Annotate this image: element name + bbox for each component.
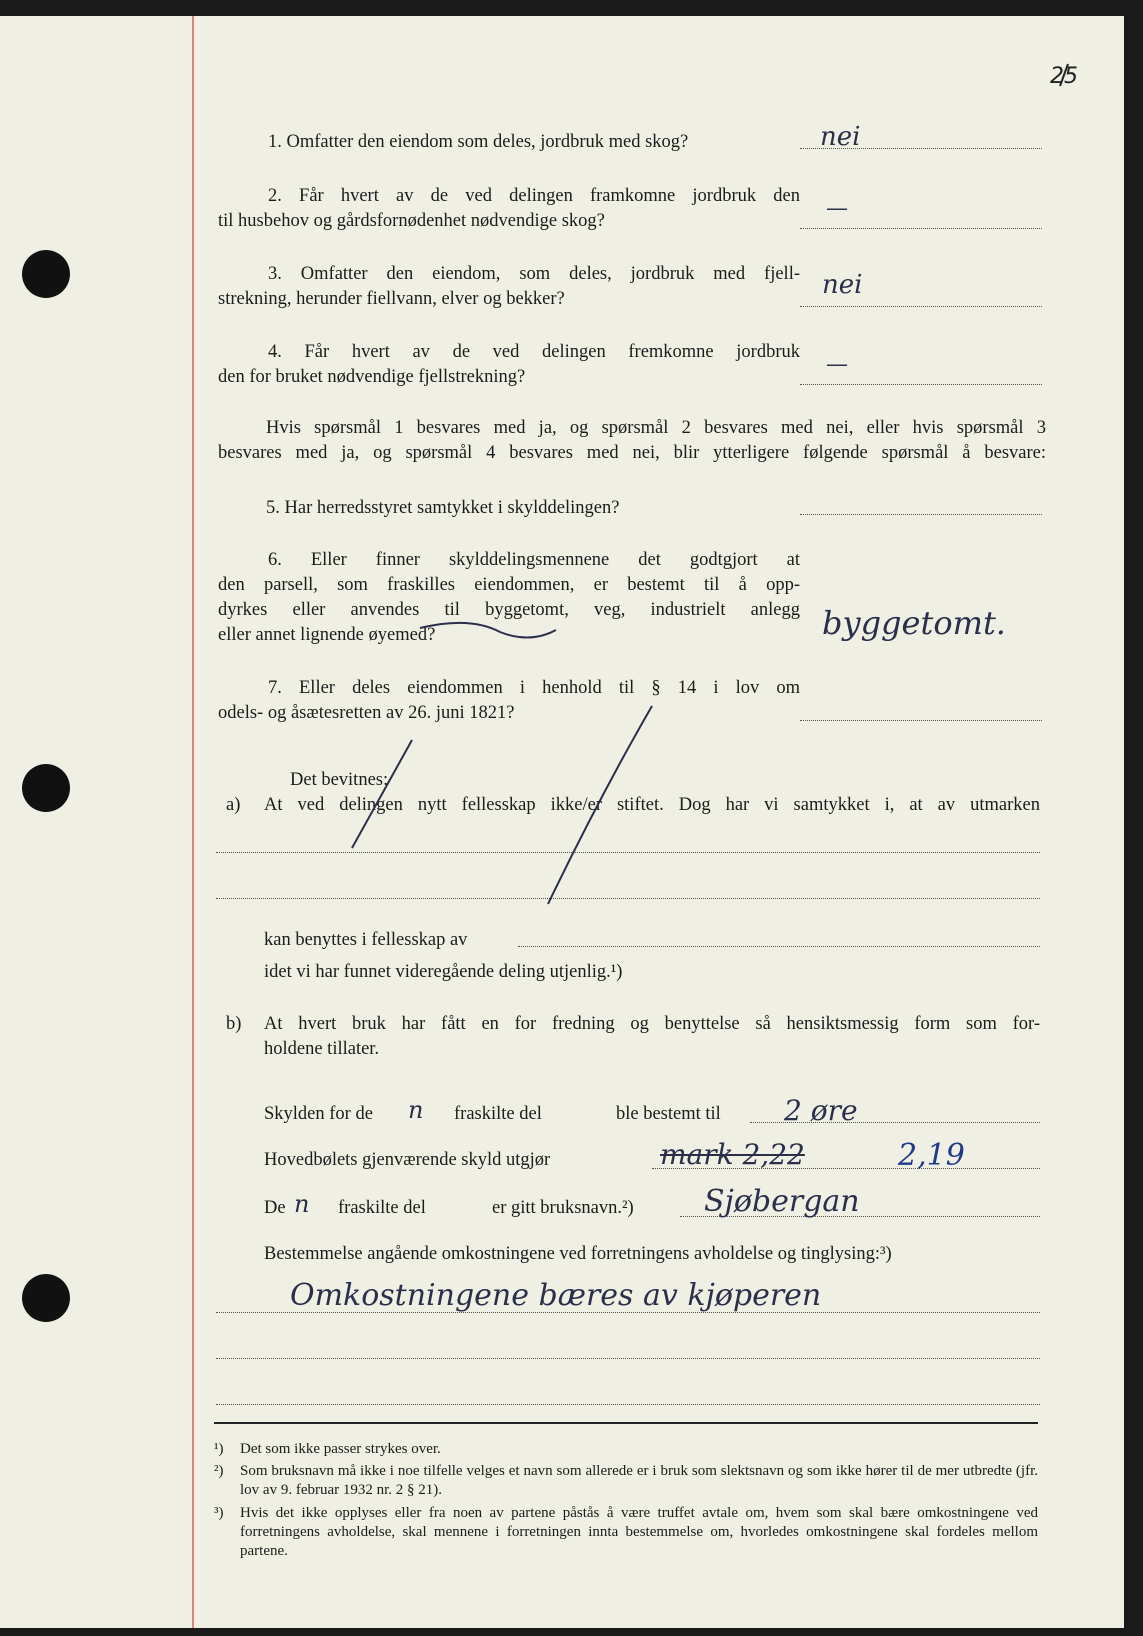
skyld-label-1c: ble bestemt til (616, 1104, 721, 1124)
skyld-hw-n: n (408, 1096, 424, 1124)
attest-b-label: b) (226, 1014, 242, 1034)
skyld-label-1: Skylden for de (264, 1104, 373, 1124)
instruction-line-2: besvares med ja, og spørsmål 4 besvares med nei, blir ytterligere følgende spørsmål å besvare: (218, 443, 1046, 463)
attest-a-label: a) (226, 795, 241, 815)
bruksnavn-hw-n: n (294, 1190, 310, 1218)
question-6-line-4: eller annet lignende øyemed? (218, 625, 436, 645)
bruksnavn-label-1: De (264, 1198, 286, 1218)
question-6-line-3: dyrkes eller anvendes til byggetomt, veg, industrielt anlegg (218, 600, 800, 620)
answer-4: — (826, 352, 848, 377)
question-6: 6. Eller finner skylddelingsmennene det godtgjort at (268, 550, 800, 570)
kan-benyttes: kan benyttes i fellesskap av (264, 930, 468, 950)
bruksnavn-label-2: fraskilte del (338, 1198, 426, 1218)
question-6-line-2: den parsell, som fraskilles eiendommen, er bestemt til å opp- (218, 575, 800, 595)
omkostning-answer: Omkostningene bæres av kjøperen (290, 1278, 822, 1313)
instruction-line-1: Hvis spørsmål 1 besvares med ja, og spørsmål 2 besvares med nei, eller hvis spørsmål 3 (266, 418, 1046, 438)
attest-heading: Det bevitnes: (290, 770, 389, 790)
bruksnavn-value: Sjøbergan (704, 1184, 860, 1219)
answer-1: nei (820, 122, 861, 152)
question-5: 5. Har herredsstyret samtykket i skylddelingen? (266, 498, 620, 518)
attest-b-line-2: holdene tillater. (264, 1039, 380, 1059)
footnote-2: ²) Som bruksnavn må ikke i noe tilfelle velges et navn som allerede er i bruk som slektsnavn og som ikke hører til de mer utbredte (jfr. lov av 9. februar 1932 nr. 2 § 21). (214, 1463, 1038, 1498)
answer-3: nei (822, 270, 863, 300)
question-4: 4. Får hvert av de ved delingen fremkomne jordbruk (268, 342, 800, 362)
attest-a-text: At ved delingen nytt fellesskap ikke/er stiftet. Dog har vi samtykket i, at av utmarken (264, 795, 1040, 815)
question-1: 1. Omfatter den eiendom som deles, jordbruk med skog? (268, 132, 689, 152)
skyld-label-1b: fraskilte del (454, 1104, 542, 1124)
handwriting-strokes (0, 16, 1124, 1628)
attest-b-line-1: At hvert bruk har fått en for fredning og benyttelse så hensiktsmessig form som for- (264, 1014, 1040, 1034)
hovedbol-label: Hovedbølets gjenværende skyld utgjør (264, 1150, 551, 1170)
footnote-1: ¹) Det som ikke passer strykes over. (214, 1441, 441, 1457)
question-2: 2. Får hvert av de ved delingen framkomne jordbruk den (268, 186, 800, 206)
hovedbol-value-struck: mark 2,22 (660, 1138, 805, 1171)
skyld-value: 2 øre (784, 1094, 858, 1127)
question-7-line-2: odels- og åsætesretten av 26. juni 1821? (218, 703, 515, 723)
question-3: 3. Omfatter den eiendom, som deles, jordbruk med fjell- (268, 264, 800, 284)
footnote-3: ³) Hvis det ikke opplyses eller fra noen av partene påstås å være truffet avtale om, hvem som skal bære omkostningene ved forretningens avholdelse, skal mennene i forretningen innta bestemmelse om, hvorledes omkostningene skal fordeles mellom partene. (214, 1505, 1038, 1559)
question-4-line-2: den for bruket nødvendige fjellstrekning? (218, 367, 526, 387)
document-page (0, 16, 1124, 1628)
question-2-line-2: til husbehov og gårdsfornødenhet nødvendige skog? (218, 211, 605, 231)
omkostning-label: Bestemmelse angående omkostningene ved forretningens avholdelse og tinglysing:³) (264, 1244, 892, 1264)
idet-text: idet vi har funnet videregående deling utjenlig.¹) (264, 962, 623, 982)
answer-2: — (826, 196, 848, 221)
question-7: 7. Eller deles eiendommen i henhold til § 14 i lov om (268, 678, 800, 698)
hovedbol-value: 2,19 (898, 1138, 965, 1173)
question-3-line-2: strekning, herunder fiellvann, elver og bekker? (218, 289, 565, 309)
bruksnavn-label-3: er gitt bruksnavn.²) (492, 1198, 634, 1218)
answer-6: byggetomt. (822, 604, 1006, 642)
page-number: 25 (1050, 64, 1078, 89)
